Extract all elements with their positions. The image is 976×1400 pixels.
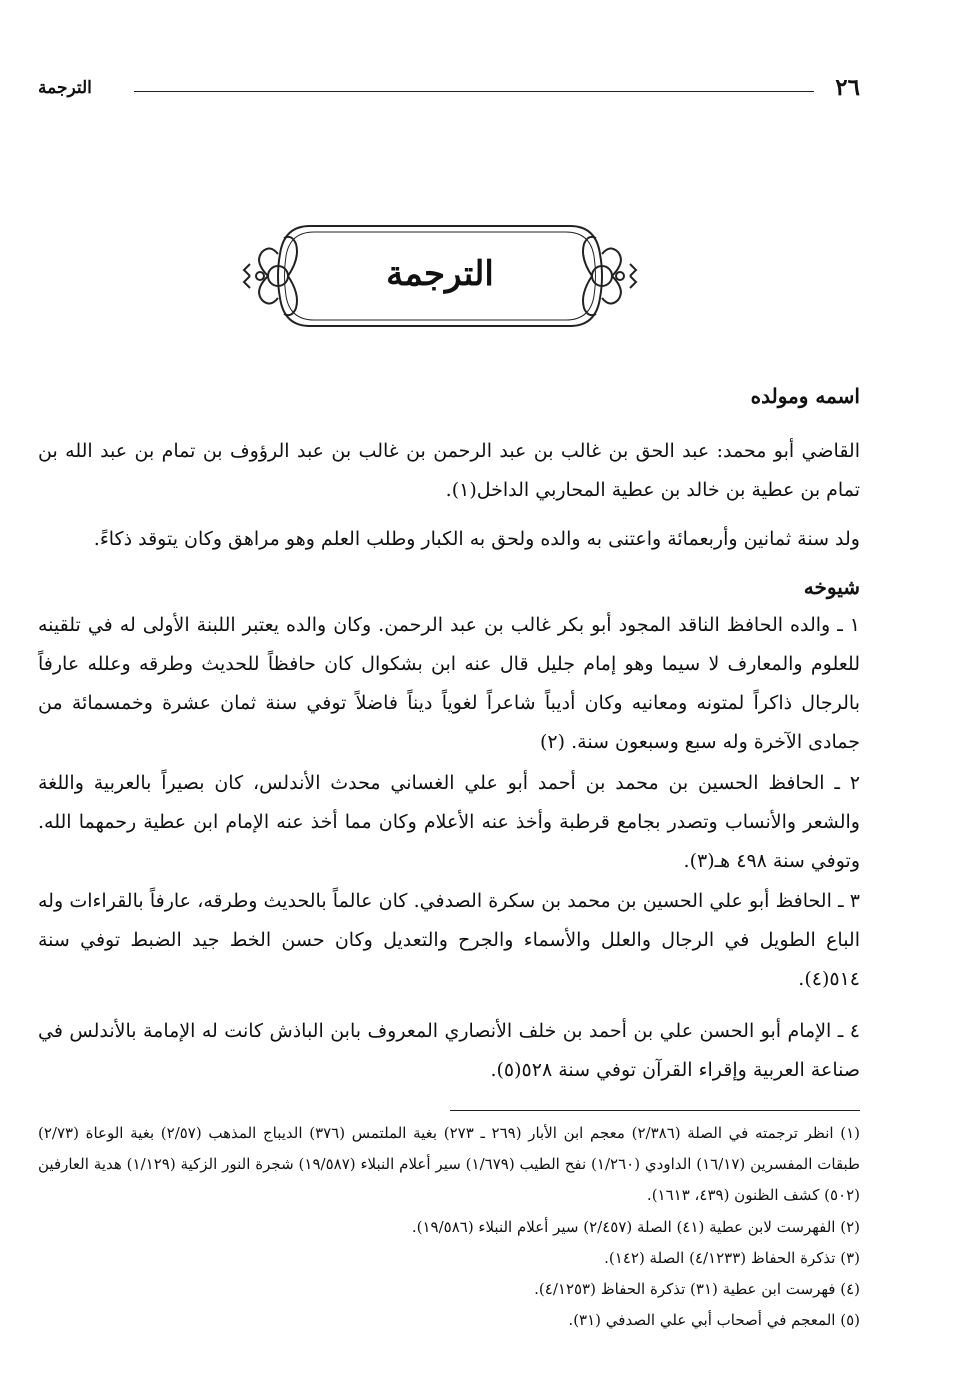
footnote-1: (١) انظر ترجمته في الصلة (٢/٣٨٦) معجم ابن الأبار (٢٦٩ ـ ٢٧٣) بغية الملتمس (٣٧٦) الديباج المذهب (٢/٥٧) بغية الوعاة (٢/٧٣) طبقات المفسرين (١٦/١٧) الداودي (١/٢٦٠) نفح الطيب (١/٦٧٩) سير أعلام النبلاء (١٩/٥٨٧) شجرة النور الزكية (١/١٢٩) هدية العارفين (٥٠٢) كشف الظنون (٤٣٩، ١٦١٣). bbox=[38, 1124, 861, 1204]
paragraph-teacher-3: ٣ ـ الحافظ أبو علي الحسين بن محمد بن سكرة الصدفي. كان عالماً بالحديث وطرقه، عارفاً بالقراءات وله الباع الطويل في الرجال والعلل والأسماء والجرح والتعديل وكان حسن الخط جيد الضبط توفي سنة ٥١٤(٤). bbox=[38, 890, 860, 990]
footnote-4: (٤) فهرست ابن عطية (٣١) تذكرة الحفاظ (٤/١٢٥٣). bbox=[534, 1280, 860, 1298]
footnote-5: (٥) المعجم في أصحاب أبي علي الصدفي (٣١). bbox=[568, 1311, 860, 1329]
page-number: ٢٦ bbox=[835, 74, 860, 101]
section-heading-teachers: شيوخه bbox=[803, 575, 860, 599]
running-header bbox=[38, 74, 860, 104]
footnote-separator bbox=[450, 1110, 860, 1111]
footnote-3: (٣) تذكرة الحفاظ (٤/١٢٣٣) الصلة (١٤٢). bbox=[604, 1249, 860, 1267]
running-title: الترجمة bbox=[38, 78, 92, 98]
paragraph-birth: ولد سنة ثمانين وأربعمائة واعتنى به والده ولحق به الكبار وطلب العلم وهو مراهق وكان يتوقد ذكاءً. bbox=[93, 528, 860, 550]
paragraph-teacher-4: ٤ ـ الإمام أبو الحسن علي بن أحمد بن خلف الأنصاري المعروف بابن الباذش كانت له الإمامة بالأندلس في صناعة العربية وإقراء القرآن توفي سنة ٥٢٨(٥). bbox=[38, 1020, 860, 1081]
header-rule bbox=[134, 91, 814, 92]
chapter-title: الترجمة bbox=[386, 254, 494, 294]
paragraph-teacher-2: ٢ ـ الحافظ الحسين بن محمد بن أحمد أبو علي الغساني محدث الأندلس، كان بصيراً بالعربية واللغة والشعر والأنساب وتصدر بجامع قرطبة وأخذ عنه الأعلام وكان مما أخذ عنه الإمام ابن عطية رحمهما الله. وتوفي سنة ٤٩٨ هـ(٣). bbox=[38, 772, 860, 872]
section-heading-name-birth: اسمه ومولده bbox=[750, 384, 860, 408]
footnote-2: (٢) الفهرست لابن عطية (٤١) الصلة (٢/٤٥٧) سير أعلام النبلاء (١٩/٥٨٦). bbox=[411, 1218, 860, 1236]
paragraph-name: القاضي أبو محمد: عبد الحق بن غالب بن عبد الرحمن بن غالب بن عبد الرؤوف بن تمام بن عبد الله بن تمام بن عطية بن خالد بن عطية المحاربي الداخل(١). bbox=[38, 440, 860, 501]
paragraph-teacher-1: ١ ـ والده الحافظ الناقد المجود أبو بكر غالب بن عبد الرحمن. وكان والده يعتبر اللبنة الأولى له في تلقينه للعلوم والمعارف لا سيما وهو إمام جليل قال عنه ابن بشكوال كان حافظاً للحديث وطرقه وعلله عارفاً بالرجال ذاكراً لمتونه ومعانيه وكان أديباً شاعراً لغوياً ديناً فاضلاً توفي سنة ثمان عشرة وخمسمائة من جمادى الآخرة وله سبع وسبعون سنة. (٢) bbox=[38, 614, 860, 753]
chapter-title-cartouche bbox=[240, 214, 640, 338]
